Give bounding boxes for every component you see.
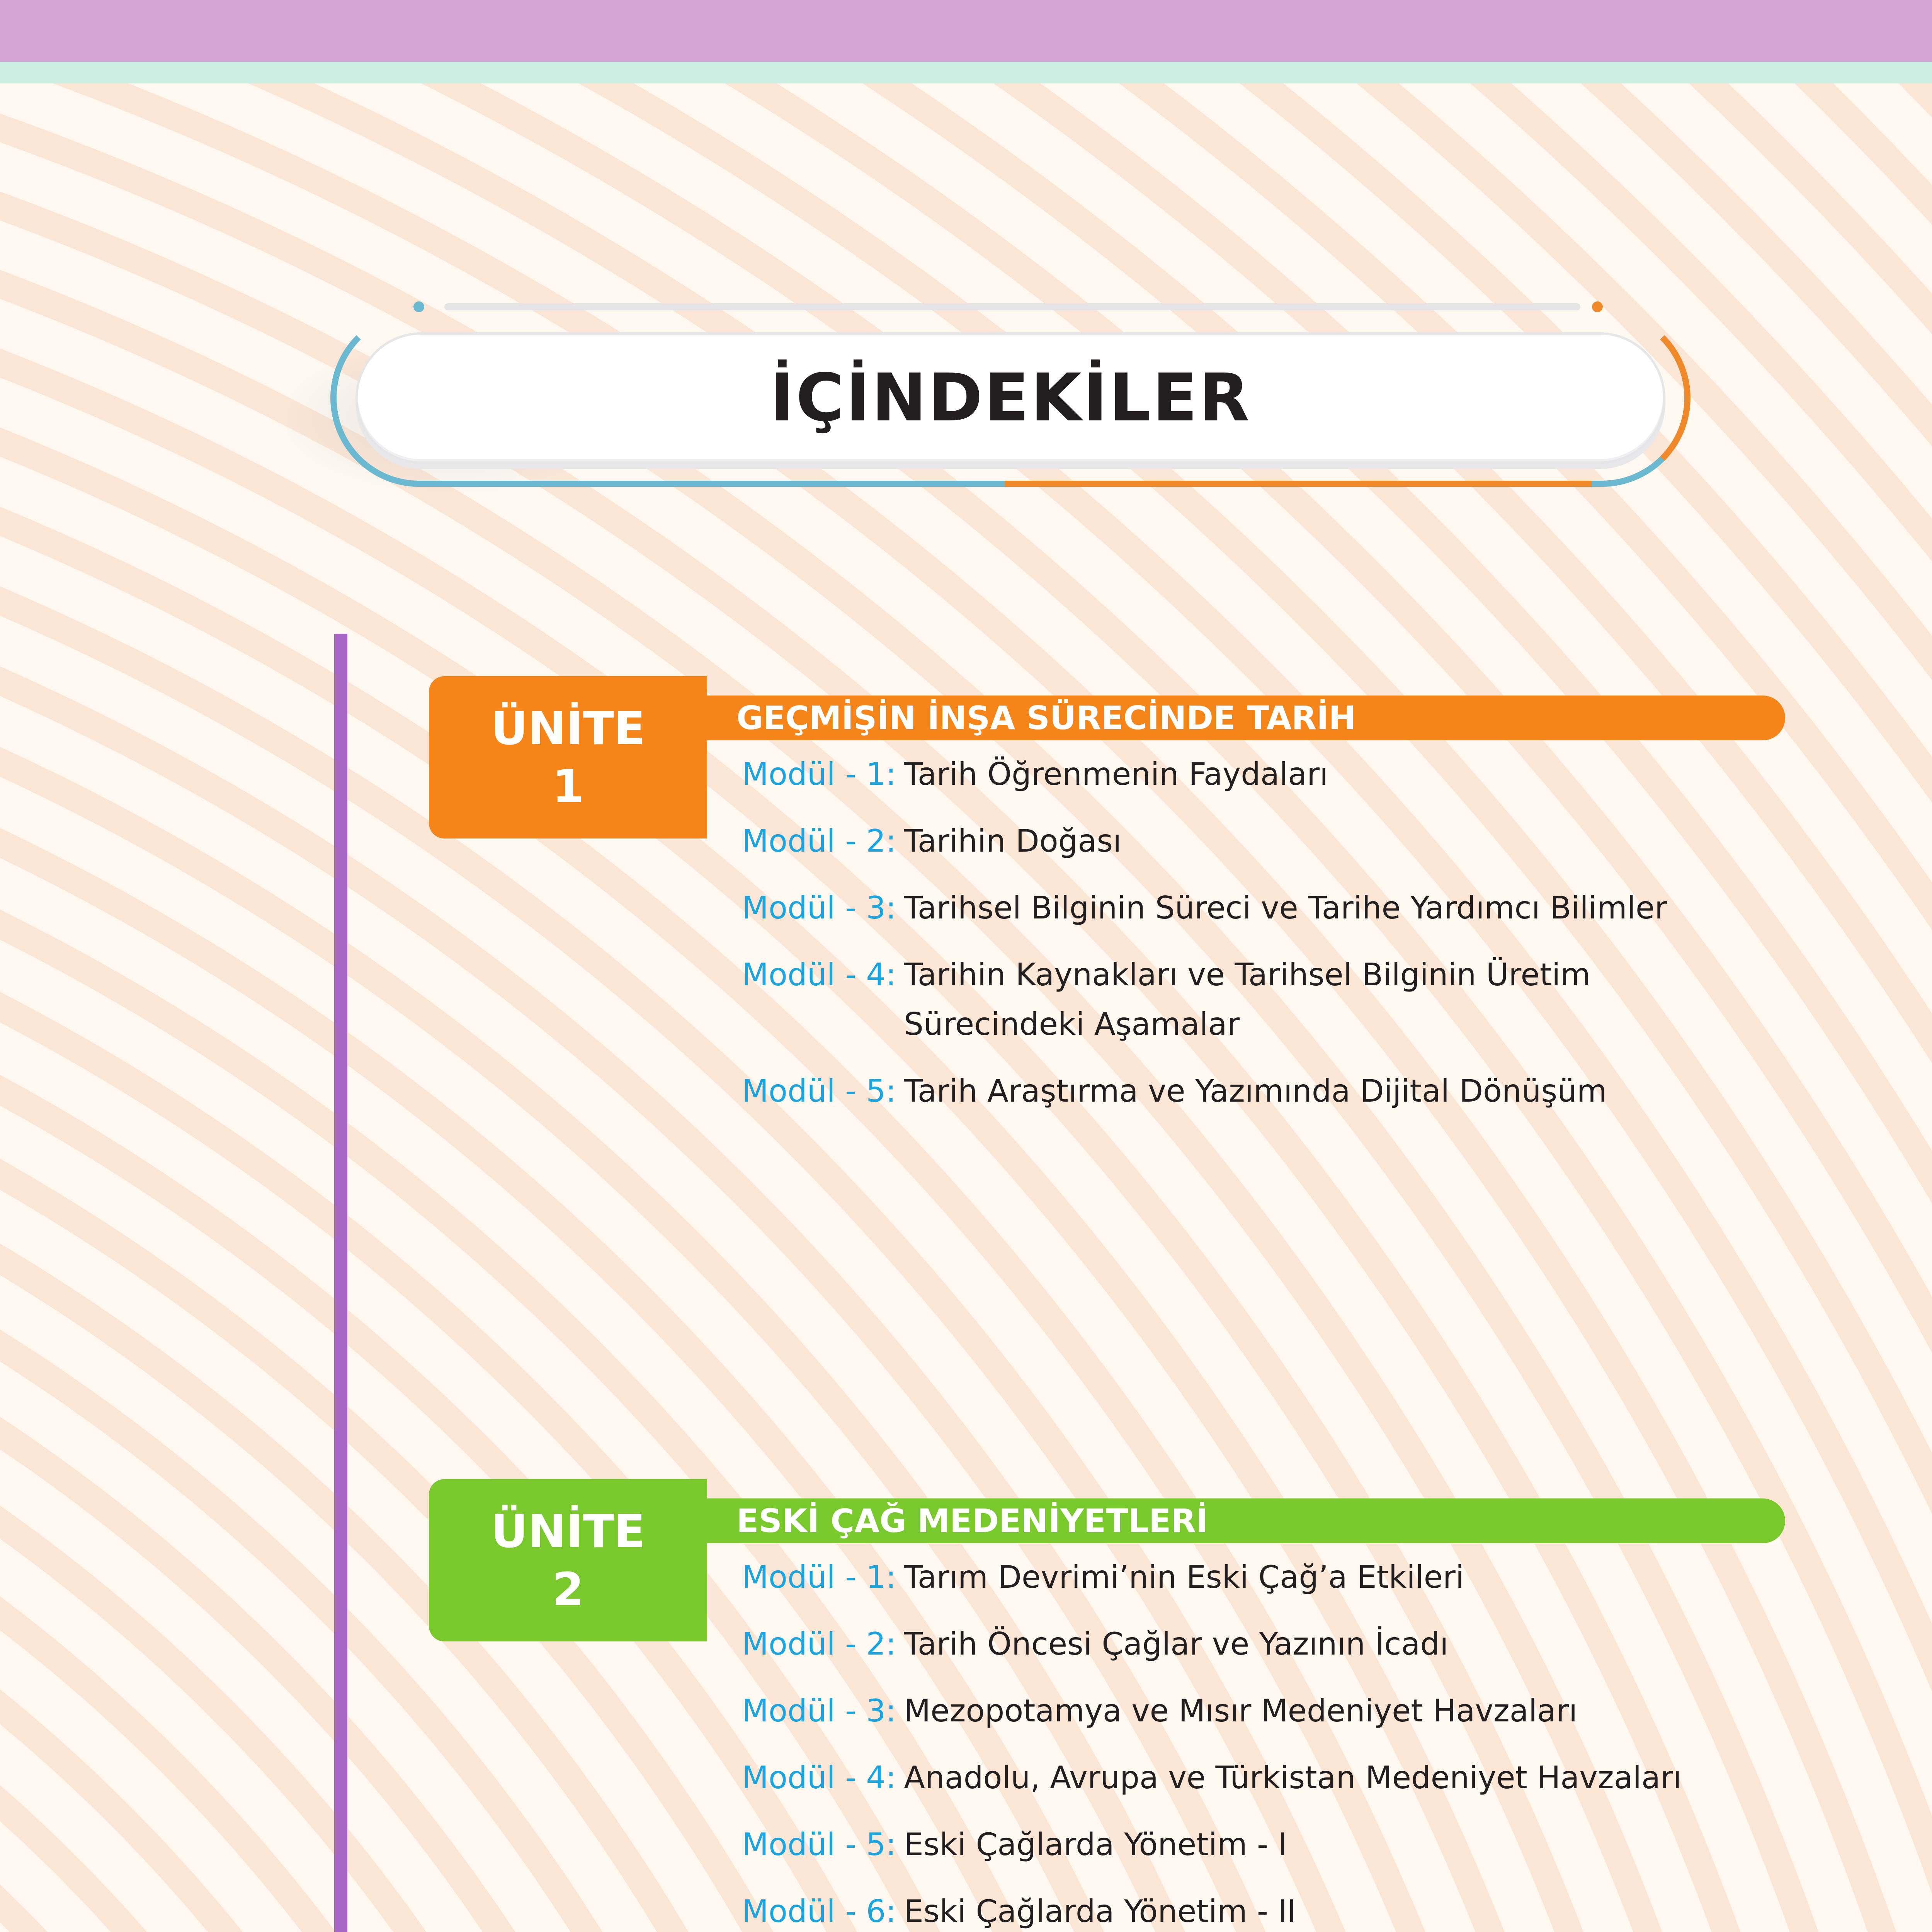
module-title: Tarihin Doğası (904, 823, 1122, 859)
module-item[interactable] (742, 816, 1785, 866)
module-label: Modül - 1: (742, 1559, 896, 1595)
module-title: Anadolu, Avrupa ve Türkistan Medeniyet Havzaları (904, 1760, 1682, 1796)
title-frame-bottom-blue (421, 481, 1005, 487)
module-item[interactable] (742, 950, 1785, 1049)
module-title: Tarihin Kaynakları ve Tarihsel Bilginin Üretim Sürecindeki Aşamalar (904, 957, 1591, 1042)
module-item[interactable] (742, 1887, 1785, 1932)
module-title: Mezopotamya ve Mısır Medeniyet Havzaları (904, 1693, 1578, 1729)
module-title: Tarih Öncesi Çağlar ve Yazının İcadı (904, 1626, 1449, 1662)
module-item[interactable] (742, 1619, 1785, 1669)
module-title: Eski Çağlarda Yönetim - II (904, 1893, 1296, 1929)
unit-1-module-list (742, 750, 1785, 1133)
unit-2-module-list (742, 1553, 1785, 1932)
page-title: İÇİNDEKİLER (770, 360, 1251, 436)
module-label: Modül - 4: (742, 957, 896, 993)
module-item[interactable] (742, 750, 1785, 799)
module-title: Tarım Devrimi’nin Eski Çağ’a Etkileri (904, 1559, 1464, 1595)
module-title: Eski Çağlarda Yönetim - I (904, 1827, 1287, 1862)
module-item[interactable] (742, 1553, 1785, 1602)
module-item[interactable] (742, 1820, 1785, 1869)
module-title: Tarihsel Bilginin Süreci ve Tarihe Yardımcı Bilimler (904, 890, 1668, 926)
module-label: Modül - 5: (742, 1827, 896, 1862)
module-label: Modül - 3: (742, 890, 896, 926)
unit-1-badge (429, 676, 707, 838)
background-wave-ring (0, 1642, 290, 1932)
unit-2-title: ESKİ ÇAĞ MEDENİYETLERİ (707, 1498, 1785, 1543)
module-item[interactable] (742, 1753, 1785, 1803)
module-title: Tarih Öğrenmenin Faydaları (904, 756, 1328, 792)
vertical-accent-bar (334, 634, 347, 1932)
module-label: Modül - 1: (742, 756, 896, 792)
module-label: Modül - 3: (742, 1693, 896, 1729)
unit-badge-number: 1 (552, 760, 584, 813)
module-label: Modül - 4: (742, 1760, 896, 1796)
unit-badge-number: 2 (552, 1563, 584, 1616)
top-band-stripe (0, 62, 1932, 83)
module-item[interactable] (742, 1066, 1785, 1116)
module-title: Tarih Araştırma ve Yazımında Dijital Dönüşüm (904, 1073, 1607, 1109)
unit-badge-word: ÜNİTE (491, 702, 645, 755)
unit-1-title: GEÇMİŞİN İNŞA SÜRECİNDE TARİH (707, 696, 1785, 740)
module-label: Modül - 6: (742, 1893, 896, 1929)
unit-2-badge (429, 1479, 707, 1641)
module-item[interactable] (742, 1686, 1785, 1736)
title-frame-bottom-orange (1005, 481, 1592, 487)
top-band (0, 0, 1932, 62)
module-label: Modül - 5: (742, 1073, 896, 1109)
module-item[interactable] (742, 883, 1785, 933)
module-label: Modül - 2: (742, 823, 896, 859)
module-label: Modül - 2: (742, 1626, 896, 1662)
unit-badge-word: ÜNİTE (491, 1505, 645, 1558)
